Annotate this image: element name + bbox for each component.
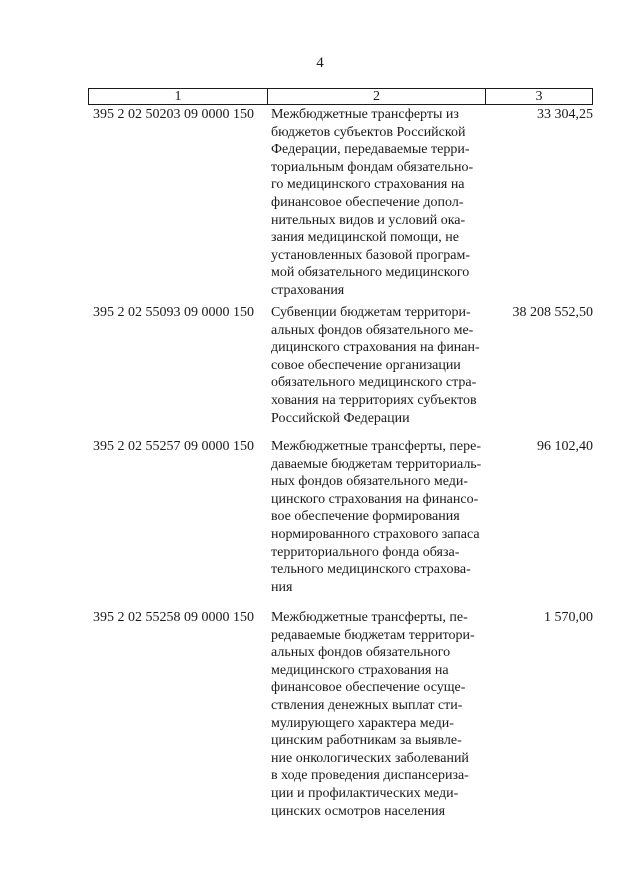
description-line: территориального фонда обяза- xyxy=(271,544,460,560)
description-line: финансовое обеспечение осуще- xyxy=(271,680,466,696)
description-line: нормированного страхового запаса xyxy=(271,526,480,542)
description-line: ции и профилактических меди- xyxy=(271,785,459,801)
description-line: цинских осмотров населения xyxy=(271,803,446,819)
table-row xyxy=(88,304,593,427)
table-header-row xyxy=(88,88,593,105)
amount: 33 304,25 xyxy=(537,107,593,122)
description-line: Федерации, передаваемые терри- xyxy=(271,142,470,158)
table-row xyxy=(88,106,593,300)
description-line: ствления денежных выплат сти- xyxy=(271,697,463,713)
column-header-3: 3 xyxy=(535,89,543,104)
description-line: ния xyxy=(271,579,293,595)
description-line: в ходе проведения диспансериза- xyxy=(271,768,469,784)
description-line: альных фондов обязательного ме- xyxy=(271,322,474,338)
table-row xyxy=(88,438,593,596)
description-line: нительных видов и условий ока- xyxy=(271,212,466,228)
description-line: медицинского страхования на xyxy=(271,662,449,678)
amount: 1 570,00 xyxy=(544,610,593,625)
description-line: редаваемые бюджетам территори- xyxy=(271,627,475,643)
description-line: альных фондов обязательного xyxy=(271,645,451,661)
description-line: Субвенции бюджетам территори- xyxy=(271,305,471,320)
description-line: вое обеспечение формирования xyxy=(271,509,460,525)
description-line: бюджетов субъектов Российской xyxy=(271,124,466,140)
row-description xyxy=(271,609,503,820)
description-line: мулирующего характера меди- xyxy=(271,715,454,731)
description-line: цинского страхования на финансо- xyxy=(271,491,479,507)
budget-code: 395 2 02 50203 09 0000 150 xyxy=(93,107,254,122)
row-description xyxy=(271,106,503,300)
description-line: зания медицинской помощи, не xyxy=(271,230,460,246)
description-line: Межбюджетные трансферты, пере- xyxy=(271,439,481,454)
description-line: ториальным фондам обязательно- xyxy=(271,159,474,175)
row-description xyxy=(271,438,503,596)
description-line: го медицинского страхования на xyxy=(271,177,465,193)
description-line: страхования xyxy=(271,282,345,298)
budget-code: 395 2 02 55257 09 0000 150 xyxy=(93,439,254,454)
description-line: мой обязательного медицинского xyxy=(271,265,470,281)
description-line: тельного медицинского страхова- xyxy=(271,562,471,578)
description-line: Межбюджетные трансферты, пе- xyxy=(271,610,468,625)
amount: 96 102,40 xyxy=(537,439,593,454)
description-line: ние онкологических заболеваний xyxy=(271,750,469,766)
budget-code: 395 2 02 55258 09 0000 150 xyxy=(93,610,254,625)
amount: 38 208 552,50 xyxy=(512,305,593,320)
description-line: дицинского страхования на финан- xyxy=(271,340,480,356)
page-number: 4 xyxy=(316,55,324,71)
row-description xyxy=(271,304,503,427)
table-row xyxy=(88,609,593,820)
description-line: установленных базовой програм- xyxy=(271,247,470,263)
description-line: Межбюджетные трансферты из xyxy=(271,107,459,122)
column-header-2: 2 xyxy=(268,89,486,104)
description-line: обязательного медицинского стра- xyxy=(271,375,477,391)
column-header-1: 1 xyxy=(89,89,268,104)
description-line: совое обеспечение организации xyxy=(271,357,461,373)
description-line: Российской Федерации xyxy=(271,410,410,426)
description-line: финансовое обеспечение допол- xyxy=(271,194,464,210)
description-line: хования на территориях субъектов xyxy=(271,392,477,408)
description-line: цинским работникам за выявле- xyxy=(271,733,462,749)
description-line: даваемые бюджетам территориаль- xyxy=(271,456,482,472)
description-line: ных фондов обязательного меди- xyxy=(271,474,469,490)
budget-code: 395 2 02 55093 09 0000 150 xyxy=(93,305,254,320)
